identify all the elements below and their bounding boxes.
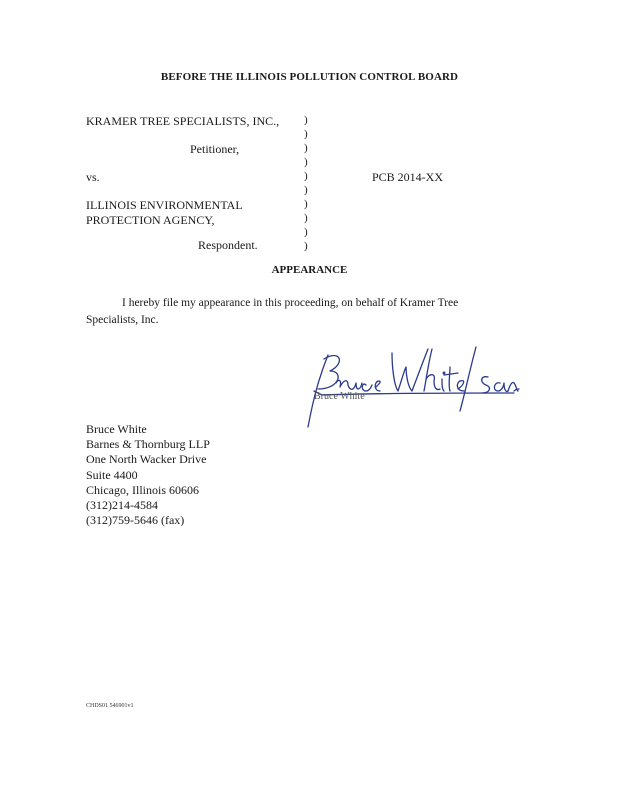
document-title: BEFORE THE ILLINOIS POLLUTION CONTROL BOARD <box>160 71 459 83</box>
address-street: One North Wacker Drive <box>86 452 207 466</box>
respondent-line-1: ILLINOIS ENVIRONMENTAL <box>86 198 243 212</box>
caption-paren: ) <box>304 142 308 154</box>
handwritten-signature <box>300 345 520 435</box>
versus-text: vs. <box>86 170 100 184</box>
case-number: PCB 2014-XX <box>372 170 444 184</box>
address-name: Bruce White <box>86 422 147 436</box>
signature-printed-name: Bruce White <box>314 391 365 402</box>
petitioner-name: KRAMER TREE SPECIALISTS, INC., <box>86 114 280 128</box>
caption-paren: ) <box>304 240 308 252</box>
caption-paren: ) <box>304 212 308 224</box>
footer-doc-id: CHDS01 546901v1 <box>86 703 134 709</box>
respondent-role: Respondent. <box>198 238 258 252</box>
address-suite: Suite 4400 <box>86 468 138 482</box>
address-firm: Barnes & Thornburg LLP <box>86 437 210 451</box>
address-fax: (312)759-5646 (fax) <box>86 513 185 527</box>
caption-paren: ) <box>304 156 308 168</box>
caption-paren: ) <box>304 184 308 196</box>
caption-paren: ) <box>304 226 308 238</box>
respondent-line-2: PROTECTION AGENCY, <box>86 213 215 227</box>
caption-paren: ) <box>304 114 308 126</box>
address-phone: (312)214-4584 <box>86 498 158 512</box>
caption-paren: ) <box>304 170 308 182</box>
appearance-body: I hereby file my appearance in this proceeding, on behalf of Kramer Tree Specialists, Inc. <box>86 297 459 326</box>
petitioner-role: Petitioner, <box>190 142 240 156</box>
caption-paren: ) <box>304 128 308 140</box>
caption-paren: ) <box>304 198 308 210</box>
appearance-heading: APPEARANCE <box>271 264 348 276</box>
address-city: Chicago, Illinois 60606 <box>86 483 199 497</box>
